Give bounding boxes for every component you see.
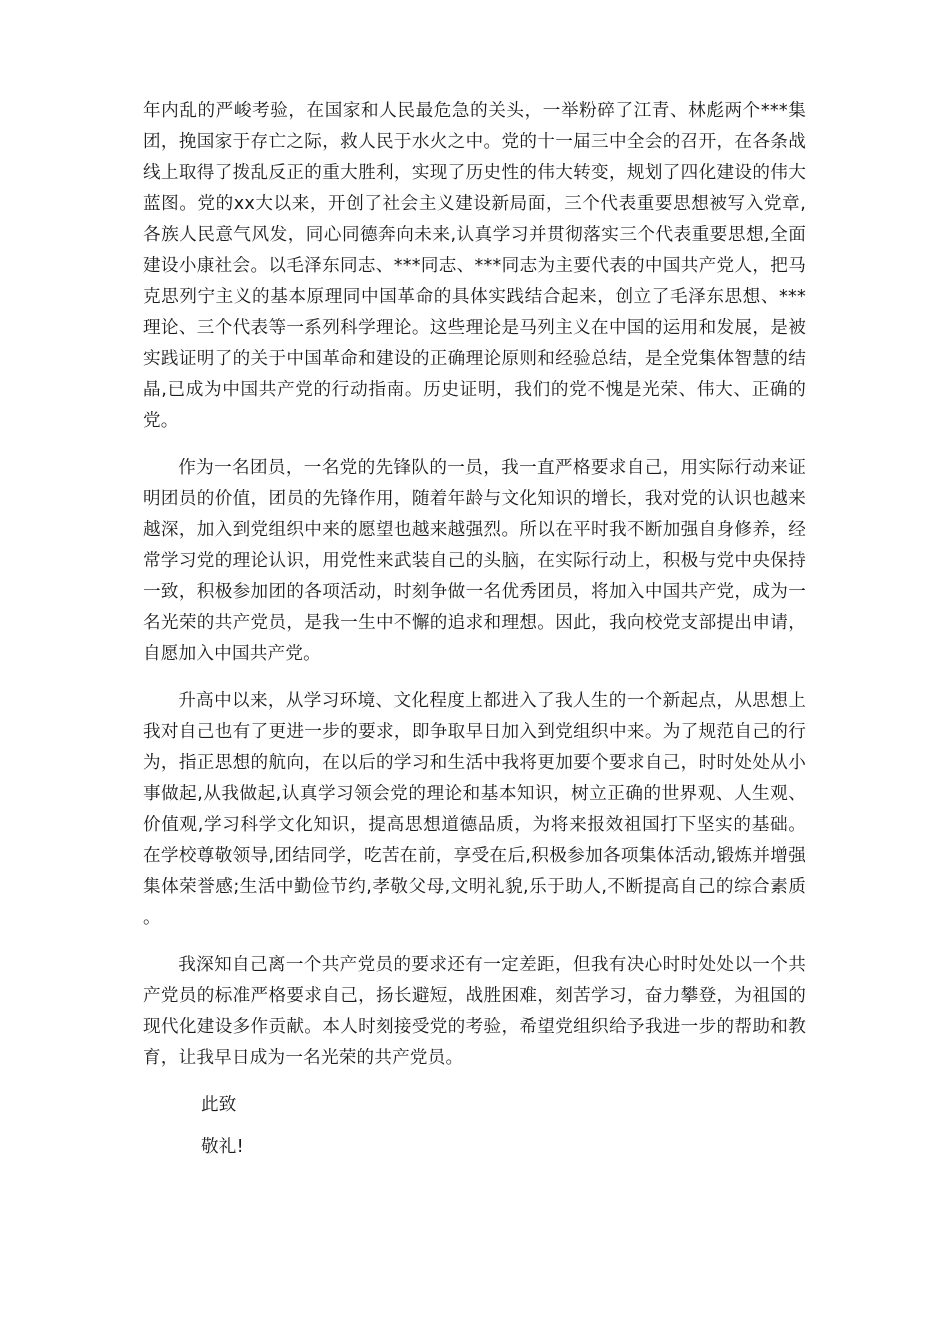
paragraph-high-school: 升高中以来，从学习环境、文化程度上都进入了我人生的一个新起点，从思想上我对自己也有了更进一步的要求，即争取早日加入到党组织中来。为了规范自己的行为，指正思想的航向，在以后的学习和生活中我将更加要个要求自己，时时处处从小事做起,从我做起,认真学习领会党的理论和基本知识，树立正确的世界观、人生观、价值观,学习科学文化知识，提高思想道德品质，为将来报效祖国打下坚实的基础。在学校尊敬领导,团结同学，吃苦在前，享受在后,积极参加各项集体活动,锻炼并增强集体荣誉感;生活中勤俭节约,孝敬父母,文明礼貌,乐于助人,不断提高自己的综合素质。 [143,691,806,928]
letter-body [143,96,806,1174]
closing-salutation: 此致 [201,1095,237,1115]
paragraph-league-member: 作为一名团员，一名党的先锋队的一员，我一直严格要求自己，用实际行动来证明团员的价值，团员的先锋作用，随着年龄与文化知识的增长，我对党的认识也越来越深，加入到党组织中来的愿望也越来越强烈。所以在平时我不断加强自身修养，经常学习党的理论认识，用党性来武装自己的头脑，在实际行动上，积极与党中央保持一致，积极参加团的各项活动，时刻争做一名优秀团员，将加入中国共产党，成为一名光荣的共产党员，是我一生中不懈的追求和理想。因此，我向校党支部提出申请，自愿加入中国共产党。 [143,458,806,664]
paragraph-party-history: 年内乱的严峻考验，在国家和人民最危急的关头，一举粉碎了江青、林彪两个***集团，挽国家于存亡之际，救人民于水火之中。党的十一届三中全会的召开，在各条战线上取得了拨乱反正的重大胜利，实现了历史性的伟大转变，规划了四化建设的伟大蓝图。党的xx大以来，开创了社会主义建设新局面，三个代表重要思想被写入党章,各族人民意气风发，同心同德奔向未来,认真学习并贯彻落实三个代表重要思想,全面建设小康社会。以毛泽东同志、***同志、***同志为主要代表的中国共产党人，把马克思列宁主义的基本原理同中国革命的具体实践结合起来，创立了毛泽东思想、***理论、三个代表等一系列科学理论。这些理论是马列主义在中国的运用和发展，是被实践证明了的关于中国革命和建设的正确理论原则和经验总结，是全党集体智慧的结晶,已成为中国共产党的行动指南。历史证明，我们的党不愧是光荣、伟大、正确的党。 [143,101,806,431]
paragraph-determination: 我深知自己离一个共产党员的要求还有一定差距，但我有决心时时处处以一个共产党员的标准严格要求自己，扬长避短，战胜困难，刻苦学习，奋力攀登，为祖国的现代化建设多作贡献。本人时刻接受党的考验，希望党组织给予我进一步的帮助和教育，让我早日成为一名光荣的共产党员。 [143,955,806,1068]
closing-regards: 敬礼! [201,1137,244,1157]
